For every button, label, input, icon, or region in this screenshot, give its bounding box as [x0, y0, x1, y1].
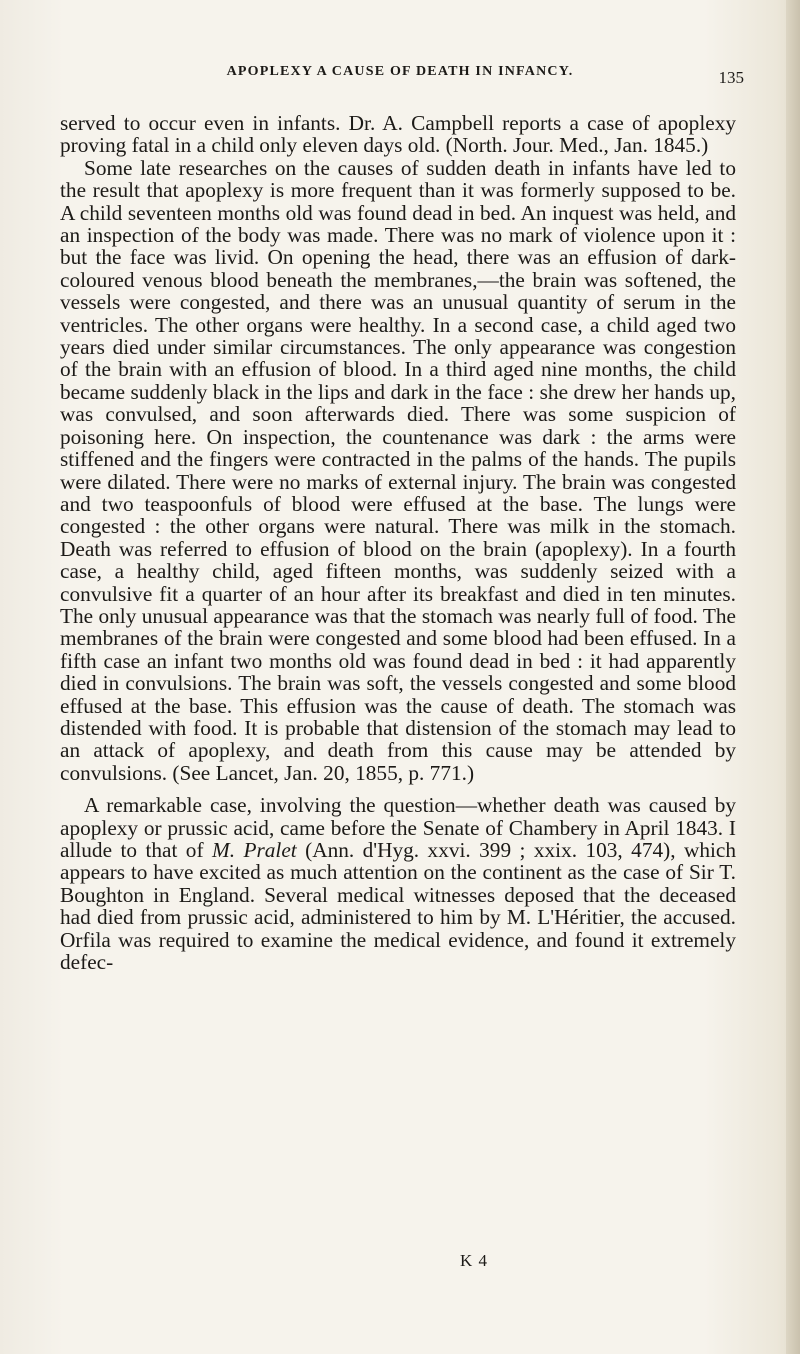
- pralet-name: M. Pralet: [211, 838, 297, 862]
- running-head: [100, 64, 744, 88]
- paragraph-continued: served to occur even in infants. Dr. A. Campbell reports a case of apoplexy proving fatal in a child only eleven days old. (North. Jour. Med., Jan. 1845.): [60, 111, 736, 158]
- running-title: APOPLEXY A CAUSE OF DEATH IN INFANCY.: [226, 64, 574, 79]
- body-text: [60, 112, 736, 973]
- page-binding-edge: [786, 0, 800, 1354]
- pralet-text-start: A remarkable case, involving the question—whether death was caused by apoplexy or prussic acid, came before the Senate of Chambery in April 1843. I allude to that of: [60, 793, 736, 862]
- paragraph-infant-apoplexy-cases: Some late researches on the causes of sudden death in infants have led to the result that apoplexy is more frequent than it was formerly supposed to be. A child seventeen months old was found dead in bed. An inquest was held, and an inspection of the body was made. There was no mark of violence upon it : but the face was livid. On opening the head, there was an effusion of dark-coloured venous blood beneath the membranes,—the brain was softened, the vessels were congested, and there was an unusual quantity of serum in the ventricles. The other organs were healthy. In a second case, a child aged two years died under similar circumstances. The only appearance was congestion of the brain with an effusion of blood. In a third aged nine months, the child became suddenly black in the lips and dark in the face : she drew her hands up, was convulsed, and soon afterwards died. There was some suspicion of poisoning here. On inspection, the countenance was dark : the arms were stiffened and the fingers were contracted in the palms of the hands. The pupils were dilated. There were no marks of external injury. The brain was congested and two teaspoonfuls of blood were effused at the base. The lungs were congested : the other organs were natural. There was milk in the stomach. Death was referred to effusion of blood on the brain (apoplexy). In a fourth case, a healthy child, aged fifteen months, was suddenly seized with a convulsive fit a quarter of an hour after its breakfast and died in ten minutes. The only unusual appearance was that the stomach was nearly full of food. The membranes of the brain were congested and some blood had been effused. In a fifth case an infant two months old was found dead in bed : it had apparently died in convulsions. The brain was soft, the vessels congested and some blood effused at the base. This effusion was the cause of death. The stomach was distended with food. It is probable that distension of the stomach may lead to an attack of apoplexy, and death from this cause may be attended by convulsions. (See Lancet, Jan. 20, 1855, p. 771.): [60, 155, 736, 785]
- paragraph-pralet-case: [60, 794, 736, 973]
- signature-mark: K 4: [460, 1251, 489, 1270]
- pralet-text-end: (Ann. d'Hyg. xxvi. 399 ; xxix. 103, 474), which appears to have excited as much attention on the continent as the case of Sir T. Boughton in England. Several medical witnesses deposed that the deceased had died from prussic acid, administered to him by M. L'Héritier, the accused. Orfila was required to examine the medical evidence, and found it extremely defec-: [60, 838, 736, 975]
- page-number: 135: [718, 68, 744, 87]
